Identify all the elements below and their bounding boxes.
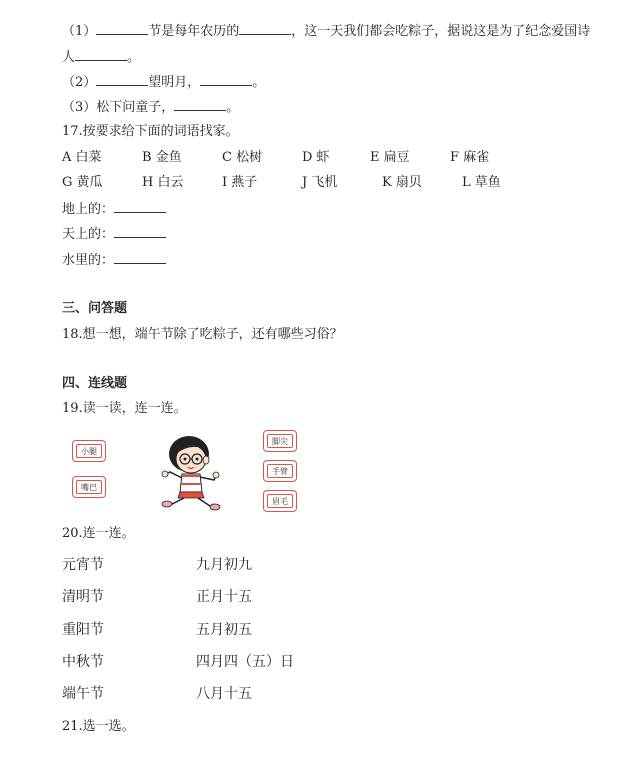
q17-word: L 草鱼 xyxy=(462,175,501,190)
tag-label: 手臂 xyxy=(267,464,293,478)
item-text: 。 xyxy=(127,50,141,65)
q17-word: A 白菜 xyxy=(62,150,102,165)
date-item[interactable]: 正月十五 xyxy=(196,589,252,605)
q17-title: 17.按要求给下面的词语找家。 xyxy=(62,124,239,139)
answer-blank[interactable] xyxy=(96,22,148,35)
item-text: ，这一天我们都会吃粽子，据说这是为了纪念爱国诗 xyxy=(291,24,591,39)
festival-item[interactable]: 元宵节 xyxy=(62,557,104,573)
date-item[interactable]: 九月初九 xyxy=(196,557,252,573)
q17-category-sky xyxy=(62,225,166,244)
answer-blank[interactable] xyxy=(114,200,166,213)
q17-word: E 扁豆 xyxy=(370,150,410,165)
q17-word: F 麻雀 xyxy=(450,150,490,165)
q18-text: 18.想一想，端午节除了吃粽子，还有哪些习俗？ xyxy=(62,327,343,342)
festival-item[interactable]: 清明节 xyxy=(62,589,104,605)
date-item[interactable]: 八月十五 xyxy=(196,686,252,702)
tag-right-3[interactable] xyxy=(263,490,297,512)
q17-category-land xyxy=(62,200,166,219)
answer-blank[interactable] xyxy=(114,251,166,264)
answer-blank[interactable] xyxy=(239,22,291,35)
q16-item-1-line2 xyxy=(62,48,140,67)
answer-blank[interactable] xyxy=(75,48,127,61)
q17-word: J 飞机 xyxy=(302,175,338,190)
q19-text: 19.读一读，连一连。 xyxy=(62,401,187,416)
answer-blank[interactable] xyxy=(174,98,226,111)
q17-word: D 虾 xyxy=(302,150,330,165)
tag-right-2[interactable] xyxy=(263,460,297,482)
tag-right-1[interactable] xyxy=(263,430,297,452)
date-item[interactable]: 五月初五 xyxy=(196,622,252,638)
section-3-heading: 三、问答题 xyxy=(62,301,128,316)
date-item[interactable]: 四月四（五）日 xyxy=(196,654,294,670)
tag-left-2[interactable] xyxy=(72,476,106,498)
item-number: （2） xyxy=(62,75,97,90)
q17-word: G 黄瓜 xyxy=(62,175,103,190)
section-4-heading: 四、连线题 xyxy=(62,376,128,391)
q16-item-3 xyxy=(62,98,239,117)
q16-item-1-line1 xyxy=(62,22,590,41)
item-text: 望明月， xyxy=(148,75,201,90)
tag-left-1[interactable] xyxy=(72,440,106,462)
festival-item[interactable]: 端午节 xyxy=(62,686,104,702)
item-text: 人 xyxy=(62,50,76,65)
q21-text: 21.选一选。 xyxy=(62,719,135,734)
item-text: （3）松下问童子， xyxy=(62,100,175,115)
q16-item-2 xyxy=(62,73,265,92)
answer-blank[interactable] xyxy=(200,73,252,86)
answer-blank[interactable] xyxy=(114,225,166,238)
category-label: 水里的： xyxy=(62,253,115,268)
answer-blank[interactable] xyxy=(96,73,148,86)
item-text: 。 xyxy=(226,100,240,115)
q17-word: B 金鱼 xyxy=(142,150,182,165)
tag-label: 小腿 xyxy=(76,444,102,458)
boy-illustration xyxy=(158,432,224,516)
festival-item[interactable]: 重阳节 xyxy=(62,622,104,638)
item-text: 节是每年农历的 xyxy=(148,24,240,39)
q17-category-water xyxy=(62,251,166,270)
q20-text: 20.连一连。 xyxy=(62,526,135,541)
festival-item[interactable]: 中秋节 xyxy=(62,654,104,670)
tag-label: 嘴巴 xyxy=(76,480,102,494)
q17-word: K 扇贝 xyxy=(382,175,422,190)
q17-word: C 松树 xyxy=(222,150,263,165)
category-label: 天上的： xyxy=(62,227,115,242)
tag-label: 眉毛 xyxy=(267,494,293,508)
tag-label: 脚尖 xyxy=(267,434,293,448)
category-label: 地上的： xyxy=(62,202,115,217)
q17-word: H 白云 xyxy=(142,175,184,190)
q17-word: I 燕子 xyxy=(222,175,258,190)
item-text: 。 xyxy=(252,75,266,90)
item-number: （1） xyxy=(62,24,97,39)
